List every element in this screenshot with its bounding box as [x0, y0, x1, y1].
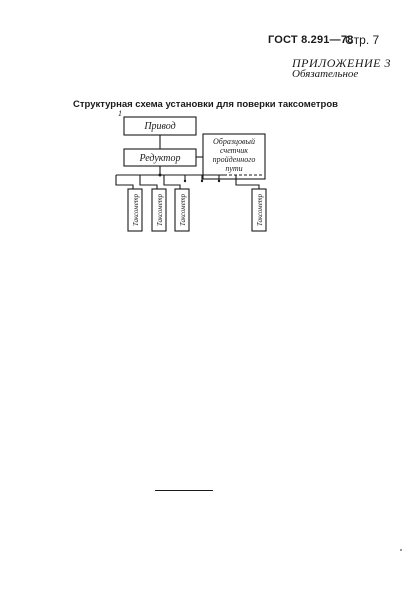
gost-number: ГОСТ 8.291—78 — [268, 34, 354, 46]
bus-tap-a-dot — [184, 180, 186, 182]
taximeter-label-n: Таксометр — [256, 193, 264, 227]
footer-rule — [155, 490, 213, 491]
taximeter-1-link — [116, 175, 133, 189]
scan-speck — [400, 549, 402, 551]
taximeter-label-1: Таксометр — [132, 193, 140, 227]
appendix-subtitle: Обязательное — [292, 68, 359, 80]
taximeter-3-link — [164, 175, 180, 189]
appendix-title: ПРИЛОЖЕНИЕ 3 — [292, 56, 391, 70]
scheme-title: Структурная схема установки для поверки таксометров — [73, 99, 338, 110]
bus-tap-c-dot — [218, 180, 220, 182]
drive-marker: 1 — [118, 109, 122, 118]
bus-tap-b-dot — [201, 180, 203, 182]
taximeter-n-link — [236, 175, 259, 189]
counter-label-line-4: пути — [225, 164, 243, 173]
counter-label-line-2: счетчик — [219, 146, 249, 155]
taximeter-2-link — [140, 175, 157, 189]
taximeter-label-2: Таксометр — [156, 193, 164, 227]
counter-label-line-3: пройденного — [212, 155, 256, 164]
counter-label-line-1: Образцовый — [213, 137, 255, 146]
drive-label: Привод — [144, 121, 176, 132]
taximeter-label-3: Таксометр — [179, 193, 187, 227]
junction-dot — [159, 174, 162, 177]
reducer-label: Редуктор — [139, 153, 181, 164]
page-number: Стр. 7 — [345, 33, 380, 47]
